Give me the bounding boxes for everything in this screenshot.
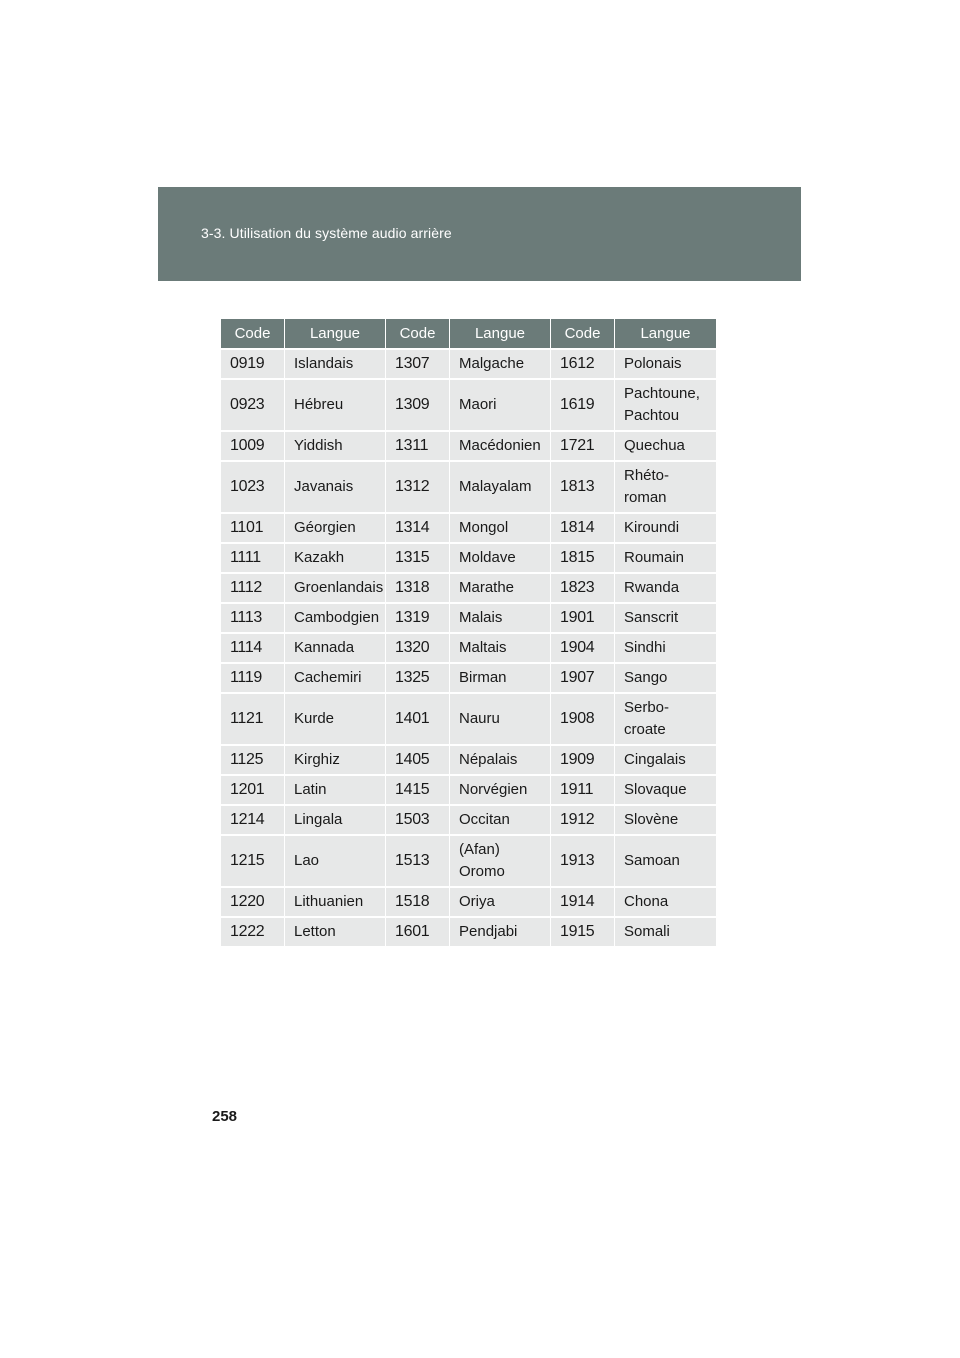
language-code-cell	[221, 634, 285, 664]
language-code: 1823	[560, 579, 595, 596]
language-code-cell	[386, 574, 450, 604]
language-code-cell	[551, 776, 615, 806]
language-name: Groenlandais	[294, 579, 384, 596]
column-header-language: Langue	[615, 319, 716, 350]
language-code-cell	[221, 604, 285, 634]
language-name-cell	[615, 544, 716, 574]
language-name-cell	[450, 380, 551, 432]
language-code: 0919	[230, 355, 265, 372]
table-row	[221, 806, 716, 836]
language-name: Polonais	[624, 355, 682, 372]
table-row	[221, 432, 716, 462]
language-name-cell	[615, 574, 716, 604]
language-code-cell	[221, 462, 285, 514]
language-name: Nauru	[459, 710, 500, 727]
language-name: Cingalais	[624, 751, 686, 768]
language-code-cell	[551, 836, 615, 888]
language-code: 1201	[230, 781, 265, 798]
language-code-cell	[551, 746, 615, 776]
language-name: Letton	[294, 923, 336, 940]
language-name-cell	[450, 918, 551, 948]
language-code-cell	[551, 350, 615, 380]
language-code: 1619	[560, 396, 595, 413]
language-name: Norvégien	[459, 781, 528, 798]
language-name: Macédonien	[459, 437, 541, 454]
language-name: Mongol	[459, 519, 509, 536]
language-name-cell	[615, 432, 716, 462]
table-body	[221, 350, 716, 948]
language-name-cell	[285, 432, 386, 462]
language-name: Islandais	[294, 355, 354, 372]
language-name: Marathe	[459, 579, 515, 596]
table-header-row	[221, 319, 716, 350]
language-code-cell	[386, 380, 450, 432]
language-name: Népalais	[459, 751, 518, 768]
language-name-cell	[615, 380, 716, 432]
language-name: Malayalam	[459, 478, 532, 495]
section-header-band	[158, 187, 801, 281]
table-row	[221, 836, 716, 888]
table-row	[221, 380, 716, 432]
table-row	[221, 694, 716, 746]
language-code-cell	[221, 836, 285, 888]
language-code-cell	[221, 514, 285, 544]
language-name-cell	[285, 574, 386, 604]
language-code: 1214	[230, 811, 265, 828]
language-code: 1312	[395, 478, 430, 495]
language-code-cell	[551, 634, 615, 664]
language-code-cell	[386, 462, 450, 514]
language-name: Rwanda	[624, 579, 680, 596]
table-row	[221, 574, 716, 604]
language-name-cell	[450, 634, 551, 664]
language-name-cell	[285, 918, 386, 948]
language-code: 1114	[230, 639, 263, 656]
language-code: 1101	[230, 519, 264, 536]
language-code: 1309	[395, 396, 430, 413]
language-name: (Afan) Oromo	[459, 841, 505, 880]
language-name-cell	[285, 380, 386, 432]
language-name-cell	[450, 574, 551, 604]
language-name-cell	[285, 664, 386, 694]
language-code-cell	[386, 918, 450, 948]
language-code: 1009	[230, 437, 265, 454]
language-name: Pachtoune, Pachtou	[624, 385, 700, 424]
language-code: 1222	[230, 923, 265, 940]
language-code: 1121	[230, 710, 264, 727]
language-code: 1813	[560, 478, 595, 495]
language-name-cell	[450, 664, 551, 694]
language-name: Moldave	[459, 549, 516, 566]
language-name: Javanais	[294, 478, 354, 495]
table-row	[221, 544, 716, 574]
language-code-cell	[221, 776, 285, 806]
language-name: Rhéto- roman	[624, 467, 670, 506]
language-code-cell	[386, 806, 450, 836]
language-name: Latin	[294, 781, 327, 798]
section-title: 3-3. Utilisation du système audio arrière	[201, 225, 452, 241]
language-code-cell	[386, 888, 450, 918]
language-name: Birman	[459, 669, 507, 686]
language-code: 1113	[230, 609, 263, 626]
language-name-cell	[615, 806, 716, 836]
language-code: 1325	[395, 669, 430, 686]
table-row	[221, 462, 716, 514]
table-row	[221, 776, 716, 806]
language-code-cell	[386, 836, 450, 888]
language-code: 1914	[560, 893, 595, 910]
language-code-cell	[551, 380, 615, 432]
language-code-cell	[551, 514, 615, 544]
language-name-cell	[450, 806, 551, 836]
language-name-cell	[285, 806, 386, 836]
language-code-cell	[551, 888, 615, 918]
language-name: Roumain	[624, 549, 685, 566]
language-code: 1023	[230, 478, 265, 495]
language-name-cell	[285, 836, 386, 888]
language-code-cell	[551, 694, 615, 746]
table-row	[221, 746, 716, 776]
language-code: 1904	[560, 639, 595, 656]
column-header-code: Code	[551, 319, 615, 350]
language-name-cell	[450, 544, 551, 574]
language-name: Hébreu	[294, 396, 344, 413]
language-name: Cambodgien	[294, 609, 380, 626]
language-name: Malgache	[459, 355, 525, 372]
language-code-cell	[551, 664, 615, 694]
language-name-cell	[615, 888, 716, 918]
language-code-cell	[551, 462, 615, 514]
language-code: 1111	[230, 549, 261, 566]
language-code: 1314	[395, 519, 430, 536]
column-header-code: Code	[221, 319, 285, 350]
language-code: 1601	[395, 923, 430, 940]
language-name-cell	[285, 634, 386, 664]
language-code: 1721	[560, 437, 595, 454]
language-code-cell	[551, 806, 615, 836]
language-code-cell	[551, 604, 615, 634]
language-name-cell	[285, 544, 386, 574]
language-code-cell	[551, 544, 615, 574]
language-code: 1907	[560, 669, 595, 686]
language-name: Occitan	[459, 811, 510, 828]
language-name-cell	[450, 694, 551, 746]
language-name-cell	[450, 350, 551, 380]
language-code: 1415	[395, 781, 430, 798]
language-code-cell	[551, 432, 615, 462]
language-code-cell	[221, 380, 285, 432]
page-number: 258	[212, 1108, 238, 1125]
language-name-cell	[615, 746, 716, 776]
language-code: 1315	[395, 549, 430, 566]
language-code: 1518	[395, 893, 430, 910]
table-row	[221, 888, 716, 918]
language-name: Lao	[294, 852, 320, 869]
language-name: Maori	[459, 396, 497, 413]
language-code: 1215	[230, 852, 265, 869]
language-name: Cachemiri	[294, 669, 362, 686]
language-code: 1912	[560, 811, 595, 828]
language-name-cell	[450, 462, 551, 514]
language-name: Sanscrit	[624, 609, 679, 626]
language-name-cell	[615, 694, 716, 746]
language-code-cell	[221, 664, 285, 694]
language-code: 1112	[230, 579, 263, 596]
language-code-cell	[386, 432, 450, 462]
language-name: Kiroundi	[624, 519, 680, 536]
language-name: Slovène	[624, 811, 679, 828]
language-name-cell	[450, 604, 551, 634]
table-row	[221, 634, 716, 664]
language-code-cell	[221, 350, 285, 380]
language-code: 1815	[560, 549, 595, 566]
language-code: 1401	[395, 710, 430, 727]
language-name-cell	[615, 664, 716, 694]
language-code: 1307	[395, 355, 430, 372]
language-name: Slovaque	[624, 781, 687, 798]
language-name: Malais	[459, 609, 503, 626]
language-name: Maltais	[459, 639, 507, 656]
language-code-cell	[551, 918, 615, 948]
column-header-language: Langue	[285, 319, 386, 350]
language-name: Géorgien	[294, 519, 356, 536]
table-row	[221, 918, 716, 948]
column-header-code: Code	[386, 319, 450, 350]
language-name: Serbo- croate	[624, 699, 670, 738]
table-row	[221, 350, 716, 380]
language-name: Yiddish	[294, 437, 343, 454]
language-code-cell	[221, 918, 285, 948]
language-name-cell	[285, 462, 386, 514]
language-code-cell	[386, 746, 450, 776]
language-name: Samoan	[624, 852, 680, 869]
language-name-cell	[285, 514, 386, 544]
language-name: Lingala	[294, 811, 343, 828]
language-code: 1125	[230, 751, 264, 768]
language-code: 1503	[395, 811, 430, 828]
language-code-cell	[386, 776, 450, 806]
language-name: Pendjabi	[459, 923, 518, 940]
language-code: 1513	[395, 852, 430, 869]
language-name: Somali	[624, 923, 670, 940]
language-code-cell	[386, 634, 450, 664]
language-code: 1119	[230, 669, 263, 686]
language-name-cell	[615, 776, 716, 806]
language-code: 1901	[560, 609, 595, 626]
language-name-cell	[285, 776, 386, 806]
language-code-cell	[221, 544, 285, 574]
language-code: 1319	[395, 609, 430, 626]
language-name: Kirghiz	[294, 751, 340, 768]
language-name-cell	[615, 514, 716, 544]
language-name-cell	[285, 604, 386, 634]
language-name-cell	[450, 836, 551, 888]
language-code-cell	[386, 664, 450, 694]
language-code-table	[221, 319, 716, 948]
language-code-cell	[551, 574, 615, 604]
language-code: 1220	[230, 893, 265, 910]
language-code: 1814	[560, 519, 595, 536]
language-name-cell	[285, 694, 386, 746]
language-code-cell	[386, 514, 450, 544]
language-name: Sindhi	[624, 639, 666, 656]
language-name-cell	[285, 888, 386, 918]
language-code: 1311	[395, 437, 429, 454]
language-code-cell	[221, 746, 285, 776]
language-code-cell	[221, 694, 285, 746]
language-code: 1405	[395, 751, 430, 768]
column-header-language: Langue	[450, 319, 551, 350]
language-code-cell	[221, 806, 285, 836]
language-name-cell	[615, 634, 716, 664]
language-code: 1915	[560, 923, 595, 940]
language-name: Chona	[624, 893, 669, 910]
language-code-cell	[386, 604, 450, 634]
language-name: Kurde	[294, 710, 335, 727]
table-row	[221, 514, 716, 544]
language-code-cell	[221, 888, 285, 918]
language-name: Quechua	[624, 437, 685, 454]
language-name-cell	[450, 514, 551, 544]
table-row	[221, 604, 716, 634]
language-code-cell	[221, 432, 285, 462]
language-code: 1320	[395, 639, 430, 656]
language-code: 1908	[560, 710, 595, 727]
language-name-cell	[615, 918, 716, 948]
table-row	[221, 664, 716, 694]
language-name-cell	[450, 432, 551, 462]
language-code: 1612	[560, 355, 595, 372]
language-code: 1318	[395, 579, 430, 596]
language-name-cell	[450, 776, 551, 806]
language-code-cell	[221, 574, 285, 604]
language-name: Sango	[624, 669, 668, 686]
language-name-cell	[285, 746, 386, 776]
language-name: Kannada	[294, 639, 355, 656]
language-name-cell	[615, 836, 716, 888]
language-code-cell	[386, 350, 450, 380]
language-name-cell	[450, 746, 551, 776]
language-code: 1909	[560, 751, 595, 768]
language-name: Lithuanien	[294, 893, 364, 910]
language-name: Kazakh	[294, 549, 345, 566]
language-code-cell	[386, 544, 450, 574]
language-name-cell	[285, 350, 386, 380]
language-code: 1913	[560, 852, 595, 869]
language-name-cell	[615, 604, 716, 634]
language-name-cell	[615, 350, 716, 380]
language-name-cell	[615, 462, 716, 514]
language-code-cell	[386, 694, 450, 746]
language-name: Oriya	[459, 893, 495, 910]
language-code: 1911	[560, 781, 594, 798]
language-name-cell	[450, 888, 551, 918]
language-code: 0923	[230, 396, 265, 413]
